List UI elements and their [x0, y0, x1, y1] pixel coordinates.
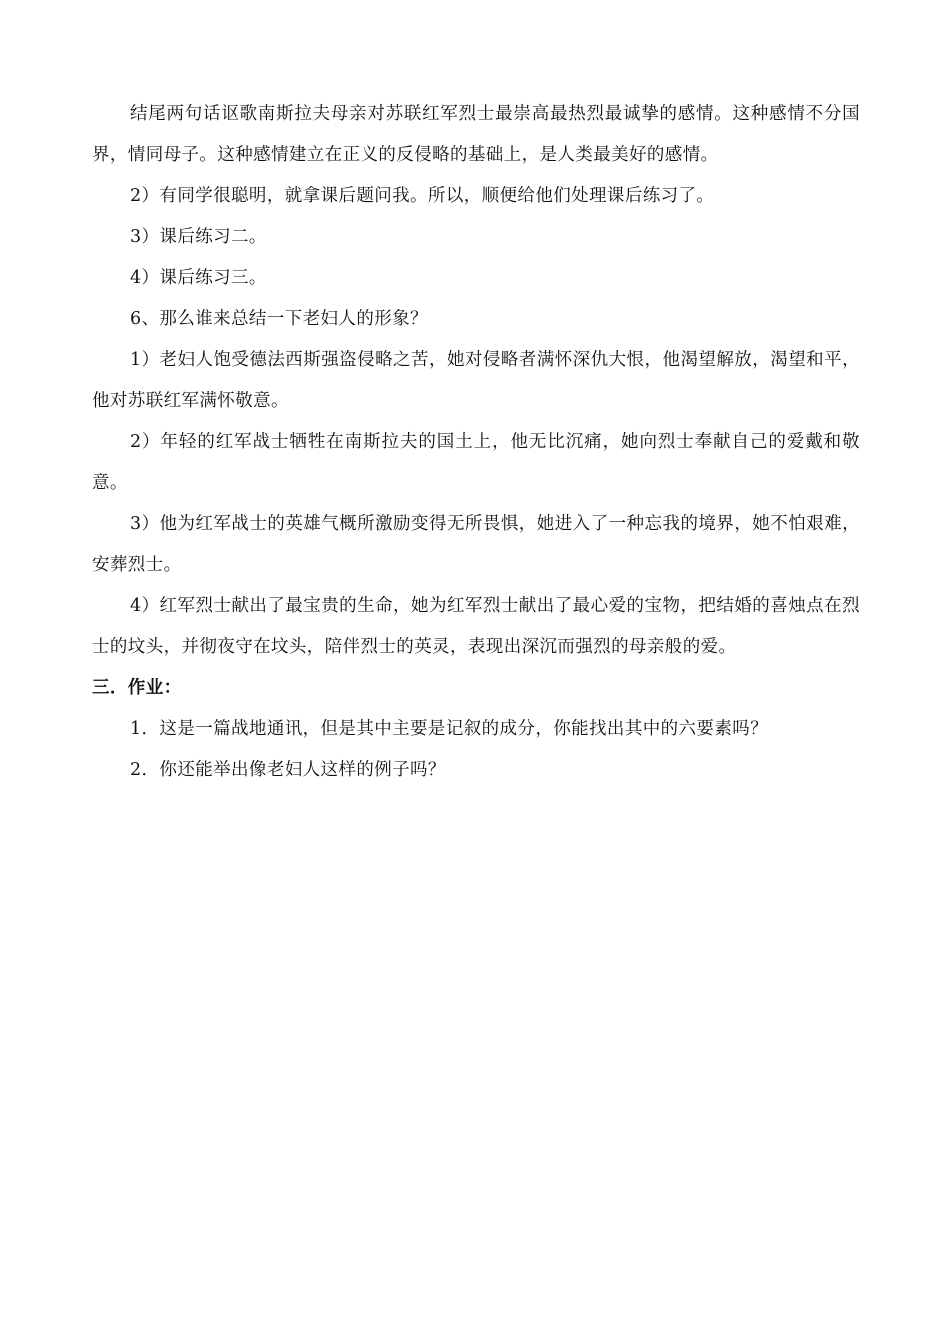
paragraph-item-2: 2）有同学很聪明，就拿课后题问我。所以，顺便给他们处理课后练习了。 — [130, 186, 715, 206]
homework-item-2: 2．你还能举出像老妇人这样的例子吗？ — [130, 760, 446, 780]
paragraph-image-point-4: 4）红军烈士献出了最宝贵的生命，她为红军烈士献出了最心爱的宝物，把结婚的喜烛点在烈士的坟头，并彻夜守在坟头，陪伴烈士的英灵，表现出深沉而强烈的母亲般的爱。 — [92, 596, 860, 657]
document-body — [92, 94, 860, 791]
homework-heading: 三．作业： — [92, 678, 182, 698]
homework-item-1: 1．这是一篇战地通讯，但是其中主要是记叙的成分，你能找出其中的六要素吗？ — [130, 719, 769, 739]
paragraph-conclusion: 结尾两句话讴歌南斯拉夫母亲对苏联红军烈士最崇高最热烈最诚挚的感情。这种感情不分国界，情同母子。这种感情建立在正义的反侵略的基础上，是人类最美好的感情。 — [92, 104, 860, 165]
paragraph-image-point-1: 1）老妇人饱受德法西斯强盗侵略之苦，她对侵略者满怀深仇大恨，他渴望解放，渴望和平，他对苏联红军满怀敬意。 — [92, 350, 860, 411]
paragraph-image-point-3: 3）他为红军战士的英雄气概所激励变得无所畏惧，她进入了一种忘我的境界，她不怕艰难，安葬烈士。 — [92, 514, 860, 575]
paragraph-item-4: 4）课后练习三。 — [130, 268, 267, 288]
paragraph-question-6: 6、那么谁来总结一下老妇人的形象？ — [130, 309, 428, 329]
paragraph-item-3: 3）课后练习二。 — [130, 227, 267, 247]
paragraph-image-point-2: 2）年轻的红军战士牺牲在南斯拉夫的国土上，他无比沉痛，她向烈士奉献自己的爱戴和敬意。 — [92, 432, 860, 493]
